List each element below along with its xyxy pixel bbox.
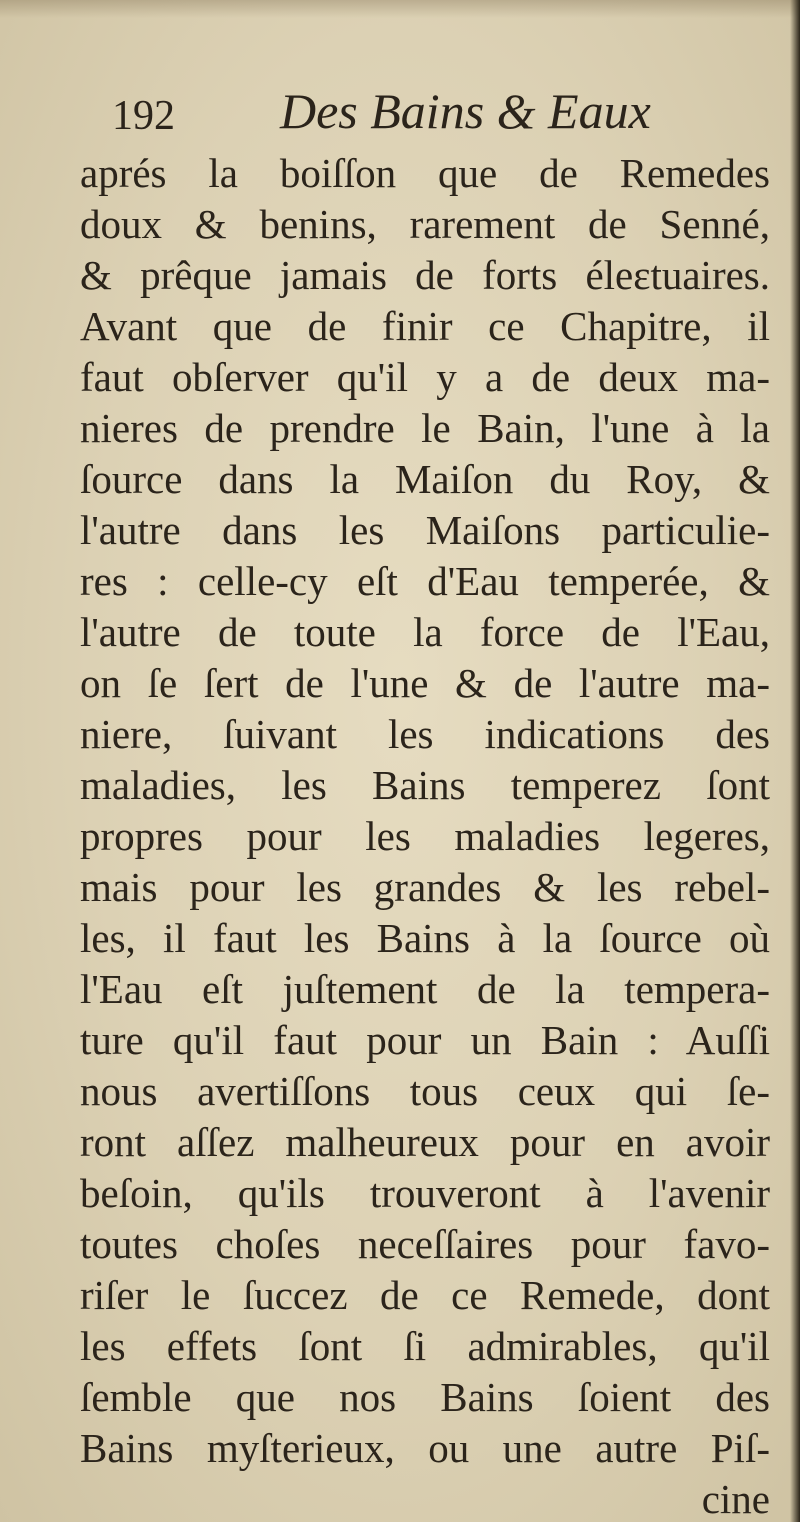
text-line: ront aſſez malheureux pour en avoir (80, 1119, 770, 1165)
text-line: faut obſerver qu'il y a de deux ma- (80, 354, 770, 400)
text-line: Bains myſterieux, ou une autre Piſ- (80, 1425, 770, 1471)
text-line: Avant que de finir ce Chapitre, il (80, 303, 770, 349)
text-line: les, il faut les Bains à la ſource où (80, 915, 770, 961)
text-line: les effets ſont ſi admirables, qu'il (80, 1323, 770, 1369)
running-title: Des Bains & Eaux (280, 83, 651, 139)
text-line: aprés la boiſſon que de Remedes (80, 150, 770, 196)
text-line: propres pour les maladies legeres, (80, 813, 770, 859)
page-header (112, 82, 692, 142)
text-line: l'Eau eſt juſtement de la tempera- (80, 966, 770, 1012)
text-line: ture qu'il faut pour un Bain : Auſſi (80, 1017, 770, 1063)
text-line: & prêque jamais de forts éleɛtuaires. (80, 252, 770, 298)
text-line: ſemble que nos Bains ſoient des (80, 1374, 770, 1420)
text-line: l'autre dans les Maiſons particulie- (80, 507, 770, 553)
text-line: l'autre de toute la force de l'Eau, (80, 609, 770, 655)
catchword: cine (701, 1476, 770, 1522)
text-line: ſource dans la Maiſon du Roy, & (80, 456, 770, 502)
text-line: nous avertiſſons tous ceux qui ſe- (80, 1068, 770, 1114)
text-line: maladies, les Bains temperez ſont (80, 762, 770, 808)
text-line: mais pour les grandes & les rebel- (80, 864, 770, 910)
text-line: doux & benins, rarement de Senné, (80, 201, 770, 247)
text-line: beſoin, qu'ils trouveront à l'avenir (80, 1170, 770, 1216)
text-line: nieres de prendre le Bain, l'une à la (80, 405, 770, 451)
page-top-shadow (0, 0, 800, 18)
page-number: 192 (112, 93, 175, 139)
text-line: toutes choſes neceſſaires pour favo- (80, 1221, 770, 1267)
text-line: on ſe ſert de l'une & de l'autre ma- (80, 660, 770, 706)
text-line: res : celle-cy eſt d'Eau temperée, & (80, 558, 770, 604)
page-binding-edge (790, 0, 800, 1522)
body-text (80, 148, 770, 1522)
text-line: niere, ſuivant les indications des (80, 711, 770, 757)
text-line: riſer le ſuccez de ce Remede, dont (80, 1272, 770, 1318)
